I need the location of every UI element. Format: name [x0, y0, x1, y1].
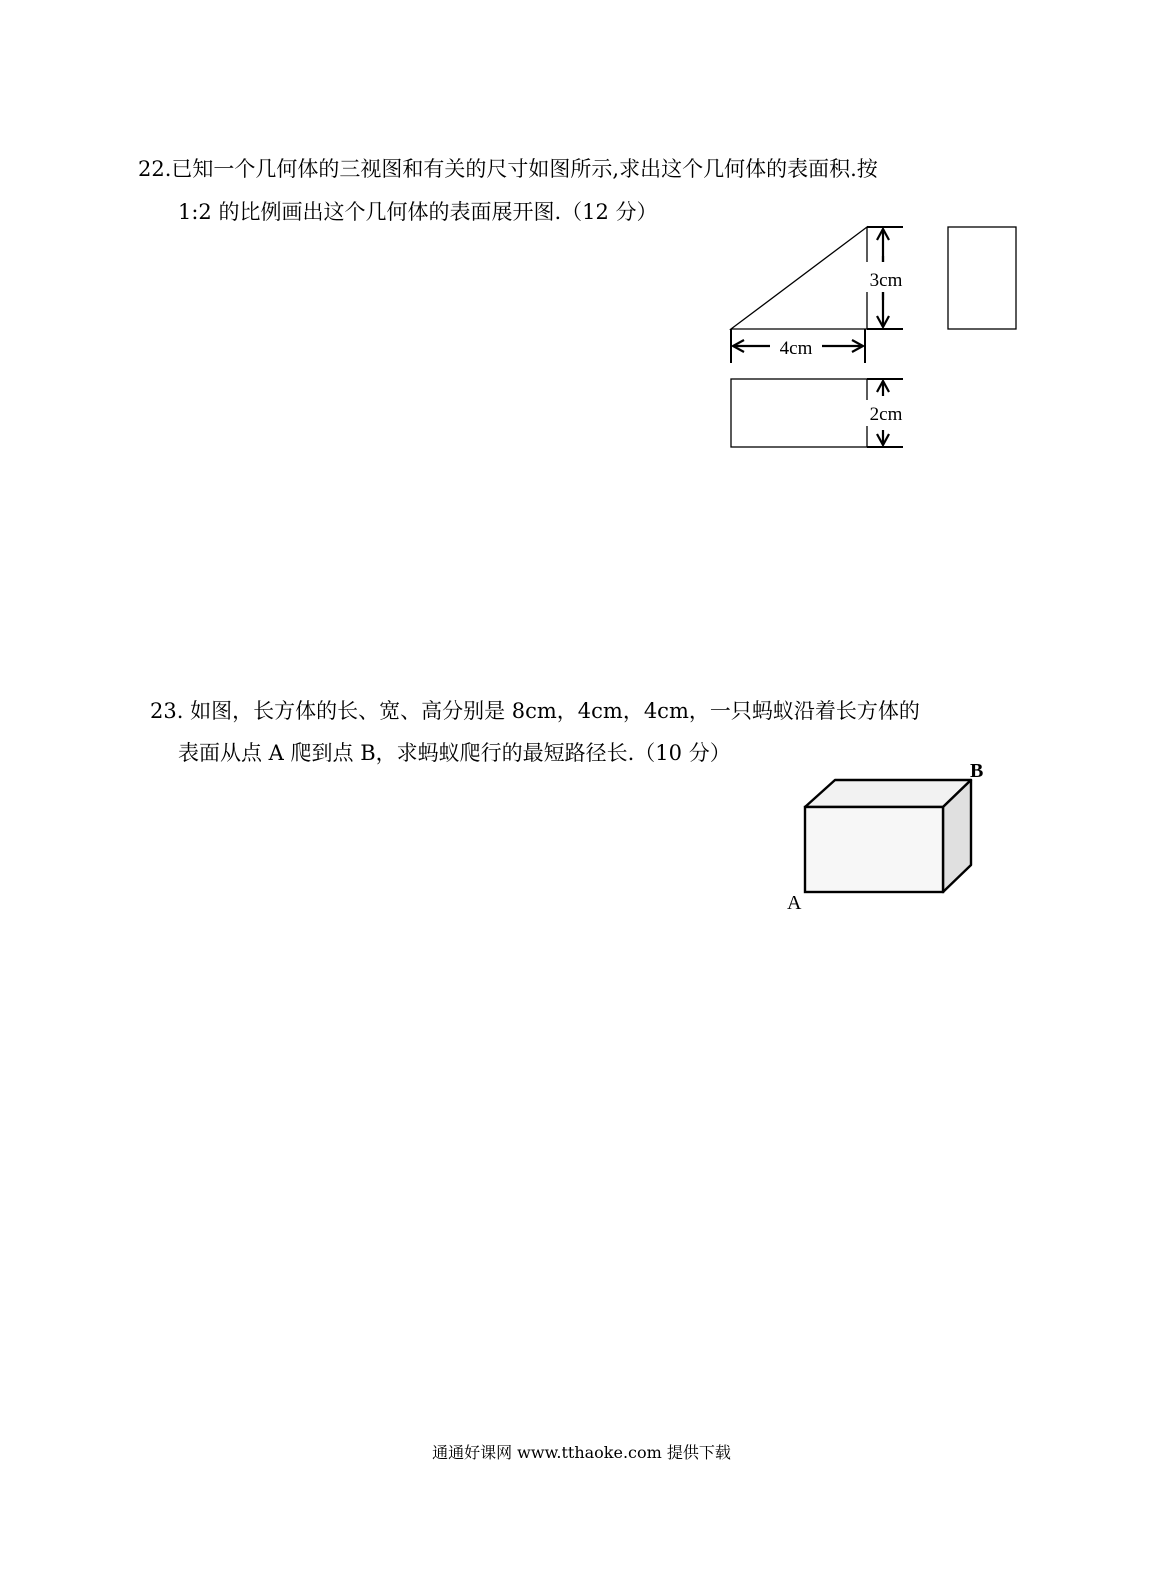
page-footer: 通通好课网 www.tthaoke.com 提供下载 [432, 1443, 731, 1462]
q22-line-1: 22.已知一个几何体的三视图和有关的尺寸如图所示,求出这个几何体的表面积.按 [138, 157, 878, 181]
q23-line-2: 表面从点 A 爬到点 B，求蚂蚁爬行的最短路径长.（10 分） [178, 741, 731, 765]
point-a-label: A [787, 892, 802, 914]
height-label: 3cm [869, 270, 903, 291]
point-b-label: B [970, 760, 984, 782]
width-label: 4cm [779, 338, 813, 359]
q22-line-2: 1:2 的比例画出这个几何体的表面展开图.（12 分） [178, 200, 658, 224]
q23-line-1: 23. 如图，长方体的长、宽、高分别是 8cm，4cm，4cm，一只蚂蚁沿着长方体的 [150, 699, 920, 723]
cuboid-front-face [805, 807, 943, 892]
depth-label: 2cm [869, 404, 903, 425]
